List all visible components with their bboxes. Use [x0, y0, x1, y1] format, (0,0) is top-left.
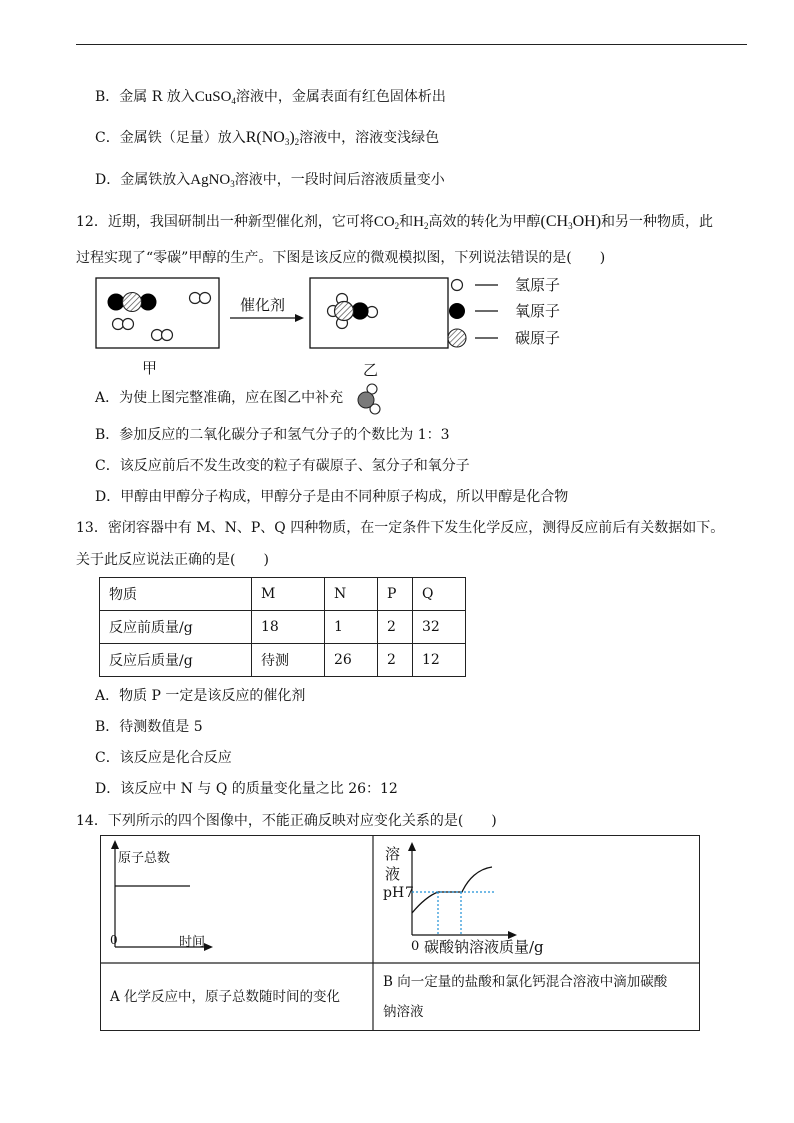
- q12-stem-line1: [76, 212, 713, 232]
- option-text: A．为使上图完整准确，应在图乙中补充: [95, 390, 344, 406]
- graph-b: [383, 842, 544, 956]
- label-jia: 甲: [142, 359, 158, 377]
- graph-b-ylabel-2: 液: [385, 865, 401, 883]
- oh-molecule-icon: [354, 382, 386, 416]
- header-rule: [76, 44, 747, 45]
- table-cell: 32: [413, 611, 466, 644]
- graph-a: [110, 840, 213, 951]
- table-cell: P: [378, 578, 413, 611]
- h2-molecule: [113, 319, 134, 330]
- q13-option-d: D．该反应中 N 与 Q 的质量变化量之比 26：12: [95, 781, 398, 797]
- table-cell: 待测: [252, 644, 325, 677]
- q12-option-a: [95, 388, 343, 408]
- option-text: D．金属铁放入: [95, 172, 191, 188]
- table-cell: 2: [378, 611, 413, 644]
- reaction-diagram: [90, 272, 590, 384]
- q13-option-a: A．物质 P 一定是该反应的催化剂: [95, 688, 306, 704]
- stem-text: 高效的转化为甲醇: [428, 214, 541, 230]
- q12-option-c: C．该反应前后不发生改变的粒子有碳原子、氢分子和氧分子: [95, 458, 470, 474]
- table-cell: 1: [325, 611, 378, 644]
- graph-table-svg: [100, 835, 700, 1031]
- option-text: 溶液中，金属表面有红色固体析出: [235, 89, 446, 105]
- formula-ch3oh: $(CH_3OH)$: [540, 213, 602, 231]
- methanol-molecule: [328, 294, 378, 329]
- legend-hydrogen: [452, 276, 561, 294]
- table-cell: 12: [413, 644, 466, 677]
- table-cell: N: [325, 578, 378, 611]
- table-cell: 2: [378, 644, 413, 677]
- h2-molecule: [190, 293, 211, 304]
- q11-option-c: [95, 128, 439, 148]
- svg-text:碳原子: 碳原子: [515, 329, 561, 347]
- stem-text: 和: [399, 214, 414, 230]
- caption-b-line2: 钠溶液: [383, 1004, 424, 1020]
- q12-stem-line2: 过程实现了“零碳”甲醇的生产。下图是该反应的微观模拟图，下列说法错误的是( ): [76, 250, 606, 266]
- stem-text: 和另一种物质，此: [601, 214, 714, 230]
- stem-text: 12．近期，我国研制出一种新型催化剂，它可将: [76, 214, 374, 230]
- graph-a-ylabel: 原子总数: [118, 851, 171, 866]
- formula-co2: $CO_2$: [373, 214, 400, 231]
- caption-b-line1: B 向一定量的盐酸和氯化钙混合溶液中滴加碳酸: [383, 974, 668, 990]
- graph-b-ylabel-1: 溶: [385, 845, 401, 863]
- caption-a: A 化学反应中，原子总数随时间的变化: [110, 989, 341, 1005]
- table-row: [100, 578, 466, 611]
- option-text: 溶液中，一段时间后溶液质量变小: [234, 172, 445, 188]
- graph-b-origin: 0: [411, 939, 420, 954]
- graph-table: [100, 835, 700, 1031]
- formula-agno3: AgNO$_3$: [190, 172, 235, 189]
- q12-option-b: B．参加反应的二氧化碳分子和氢气分子的个数比为 1：3: [95, 427, 450, 443]
- table-cell: 26: [325, 644, 378, 677]
- table-cell: 18: [252, 611, 325, 644]
- table-cell: M: [252, 578, 325, 611]
- q13-option-b: B．待测数值是 5: [95, 719, 203, 735]
- formula-h2: $H_2$: [413, 214, 429, 231]
- oxygen-atom-icon: [449, 303, 465, 319]
- h2-molecule: [152, 330, 173, 341]
- option-text: C．金属铁（足量）放入: [95, 130, 246, 146]
- graph-b-xlabel: 碳酸钠溶液质量/g: [424, 938, 544, 956]
- table-cell: 反应后质量/g: [100, 644, 252, 677]
- option-text: 溶液中，溶液变浅绿色: [299, 130, 440, 146]
- hydrogen-atom-icon: [452, 280, 463, 291]
- co2-molecule: [108, 293, 156, 312]
- mass-data-table: [99, 577, 466, 677]
- graph-a-xlabel: 时间: [179, 935, 206, 950]
- label-yi: 乙: [363, 361, 379, 379]
- table-cell: 反应前质量/g: [100, 611, 252, 644]
- graph-a-origin: 0: [110, 933, 118, 947]
- q11-option-b: [95, 87, 446, 107]
- legend-carbon: [448, 329, 560, 347]
- table-cell: 物质: [100, 578, 252, 611]
- graph-b-tick-7: 7: [405, 885, 414, 901]
- table-row: [100, 611, 466, 644]
- graph-b-ylabel-3: pH: [383, 885, 405, 901]
- legend-oxygen: [449, 302, 560, 320]
- q13-option-c: C．该反应是化合反应: [95, 750, 232, 766]
- q13-stem-line2: 关于此反应说法正确的是( ): [76, 552, 269, 568]
- q14-stem: 14．下列所示的四个图像中，不能正确反映对应变化关系的是( ): [76, 813, 497, 829]
- graph-b-ph-curve: [412, 867, 492, 913]
- svg-text:氢原子: 氢原子: [515, 276, 561, 294]
- q11-option-d: [95, 170, 445, 190]
- formula-r-no3-2: $R(NO_3)_2$: [245, 129, 300, 147]
- formula-cuso4: CuSO$_4$: [194, 89, 236, 106]
- table-row: [100, 644, 466, 677]
- table-cell: Q: [413, 578, 466, 611]
- option-text: B．金属 R 放入: [95, 89, 195, 105]
- q13-stem-line1: 13．密闭容器中有 M、N、P、Q 四种物质，在一定条件下发生化学反应，测得反应前后有关数据如下。: [76, 520, 725, 536]
- catalyst-label: 催化剂: [240, 296, 286, 314]
- carbon-atom-icon: [448, 329, 466, 347]
- svg-text:氧原子: 氧原子: [515, 302, 561, 320]
- q12-option-d: D．甲醇由甲醇分子构成，甲醇分子是由不同种原子构成，所以甲醇是化合物: [95, 489, 569, 505]
